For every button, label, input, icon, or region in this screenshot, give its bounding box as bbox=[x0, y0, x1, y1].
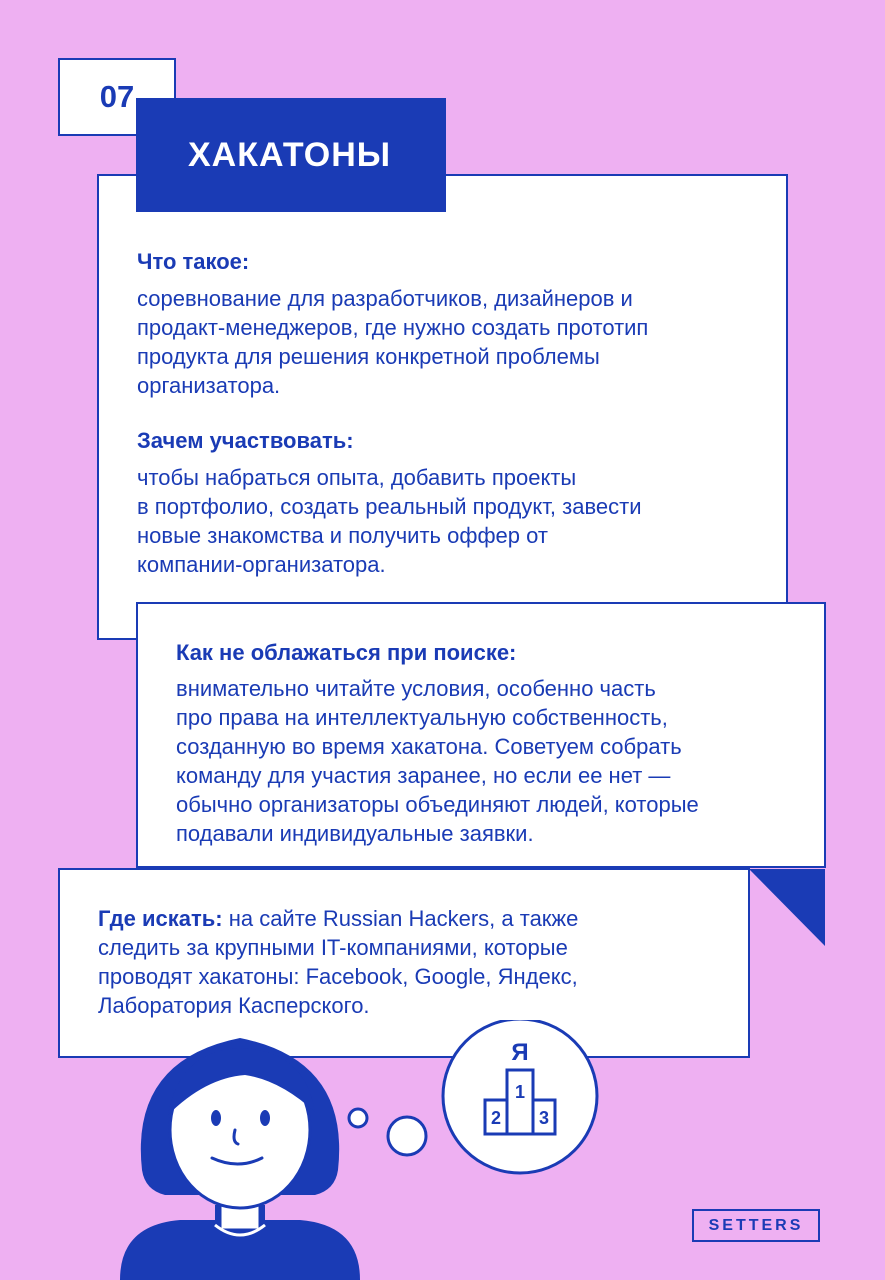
place-second: 2 bbox=[490, 1108, 502, 1128]
why-heading: Зачем участвовать: bbox=[137, 428, 354, 453]
podium-label: Я bbox=[511, 1039, 529, 1066]
what-is-text: соревнование для разработчиков, дизайнеров и продакт-менеджеров, где нужно создать прототип продукта для решения конкретной проблемы организатора. bbox=[137, 286, 649, 398]
where-text: на сайте Russian Hackers, а также следить за крупными IT-компаниями, которые проводят хакатоны: Facebook, Google, Яндекс, Лаборатория Касперского. bbox=[98, 906, 579, 1018]
page-title: ХАКАТОНЫ bbox=[136, 98, 446, 212]
person-illustration bbox=[120, 1020, 360, 1280]
left-eye-icon bbox=[211, 1110, 221, 1126]
why-text: чтобы набраться опыта, добавить проекты в портфолио, создать реальный продукт, завести новые знакомства и получить оффер от компании-организатора. bbox=[137, 465, 642, 577]
setters-logo: SETTERS bbox=[692, 1209, 820, 1242]
thought-bubble bbox=[340, 1020, 610, 1180]
what-is-heading: Что такое: bbox=[137, 249, 250, 274]
where-paragraph bbox=[98, 904, 738, 1020]
where-heading: Где искать: bbox=[98, 906, 223, 931]
right-eye-icon bbox=[260, 1110, 270, 1126]
section-number: 07 bbox=[58, 58, 176, 136]
what-why-card bbox=[97, 174, 788, 640]
place-third: 3 bbox=[538, 1108, 550, 1128]
podium-first bbox=[507, 1070, 533, 1134]
place-first: 1 bbox=[514, 1082, 526, 1102]
tips-text: внимательно читайте условия, особенно часть про права на интеллектуальную собственность, созданную во время хакатона. Советуем собрать команду для участия заранее, но если ее нет — обычно организаторы объединяют людей, которые подавали индивидуальные заявки. bbox=[176, 676, 699, 846]
tips-heading: Как не облажаться при поиске: bbox=[176, 640, 517, 665]
tips-card bbox=[136, 602, 826, 868]
card2-fold-corner bbox=[748, 868, 828, 948]
